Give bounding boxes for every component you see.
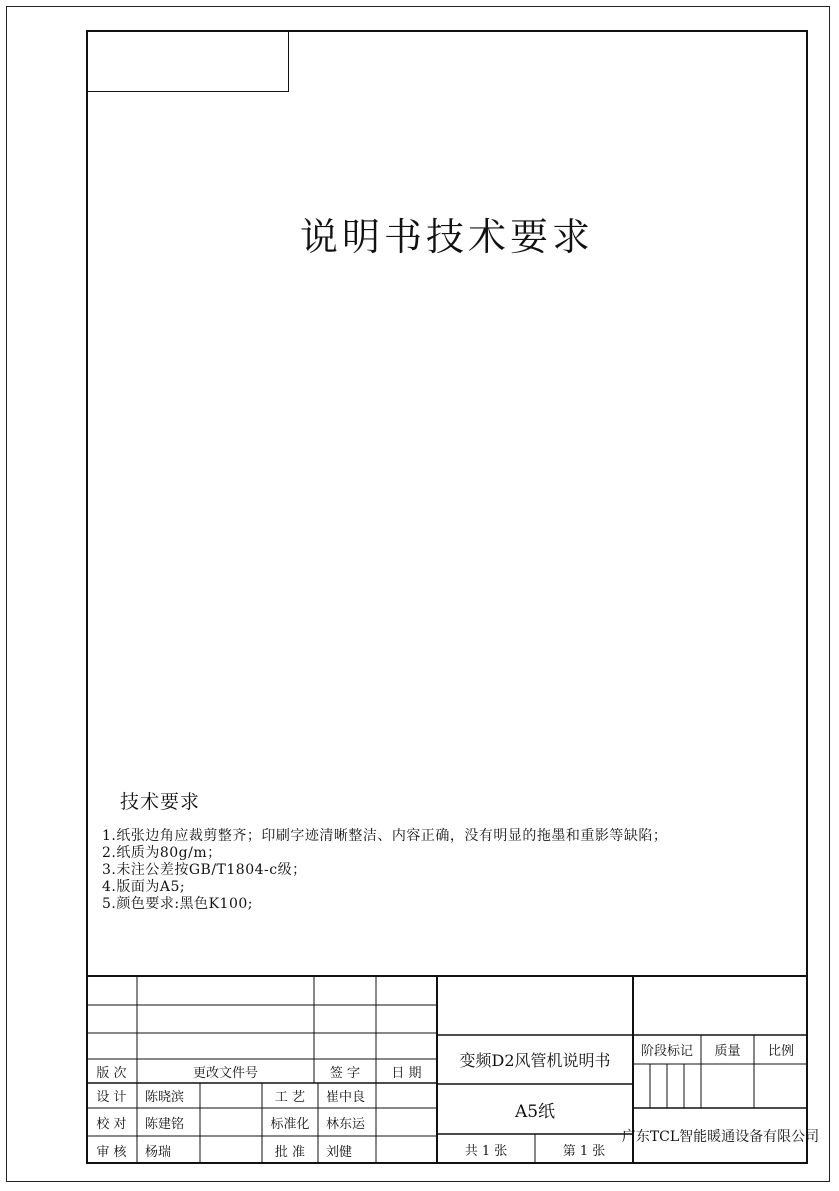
role-design: 设 计 xyxy=(96,1090,127,1105)
document-title: 说明书技术要求 xyxy=(299,215,594,259)
person-process: 崔中良 xyxy=(326,1090,366,1105)
role-approve: 批 准 xyxy=(274,1144,306,1160)
requirement-item: 1.纸张边角应裁剪整齐；印刷字迹清晰整洁、内容正确，没有明显的拖墨和重影等缺陷； xyxy=(102,828,668,844)
person-review: 杨瑞 xyxy=(145,1144,172,1160)
header-version: 版 次 xyxy=(96,1065,127,1081)
header-change-doc-no: 更改文件号 xyxy=(192,1065,258,1081)
person-approve: 刘健 xyxy=(326,1144,353,1160)
header-signature: 签 字 xyxy=(329,1065,361,1081)
requirement-item: 5.颜色要求:黑色K100; xyxy=(102,896,253,912)
role-check: 校 对 xyxy=(96,1116,127,1132)
person-design: 陈晓滨 xyxy=(145,1090,185,1105)
company-name: 广东TCL智能暖通设备有限公司 xyxy=(621,1129,820,1145)
stage-mark-label: 阶段标记 xyxy=(640,1044,693,1059)
requirements-heading: 技术要求 xyxy=(120,791,201,813)
requirement-item: 4.版面为A5; xyxy=(102,879,186,895)
person-check: 陈建铭 xyxy=(145,1116,185,1132)
role-standardization: 标准化 xyxy=(270,1116,310,1132)
total-sheets: 共 1 张 xyxy=(464,1143,508,1159)
paper-spec: A5纸 xyxy=(514,1101,556,1122)
requirement-item: 3.未注公差按GB/T1804-c级； xyxy=(102,862,307,878)
role-review: 审 核 xyxy=(96,1144,127,1160)
role-process: 工 艺 xyxy=(274,1090,306,1105)
drawing-name: 变频D2风管机说明书 xyxy=(459,1051,611,1070)
person-standardization: 林东运 xyxy=(326,1116,366,1132)
scale-label: 比例 xyxy=(767,1044,794,1059)
sheet-number: 第 1 张 xyxy=(562,1143,606,1159)
requirement-item: 2.纸质为80g/m； xyxy=(102,845,222,861)
weight-label: 质量 xyxy=(714,1044,741,1059)
header-date: 日 期 xyxy=(391,1065,422,1081)
